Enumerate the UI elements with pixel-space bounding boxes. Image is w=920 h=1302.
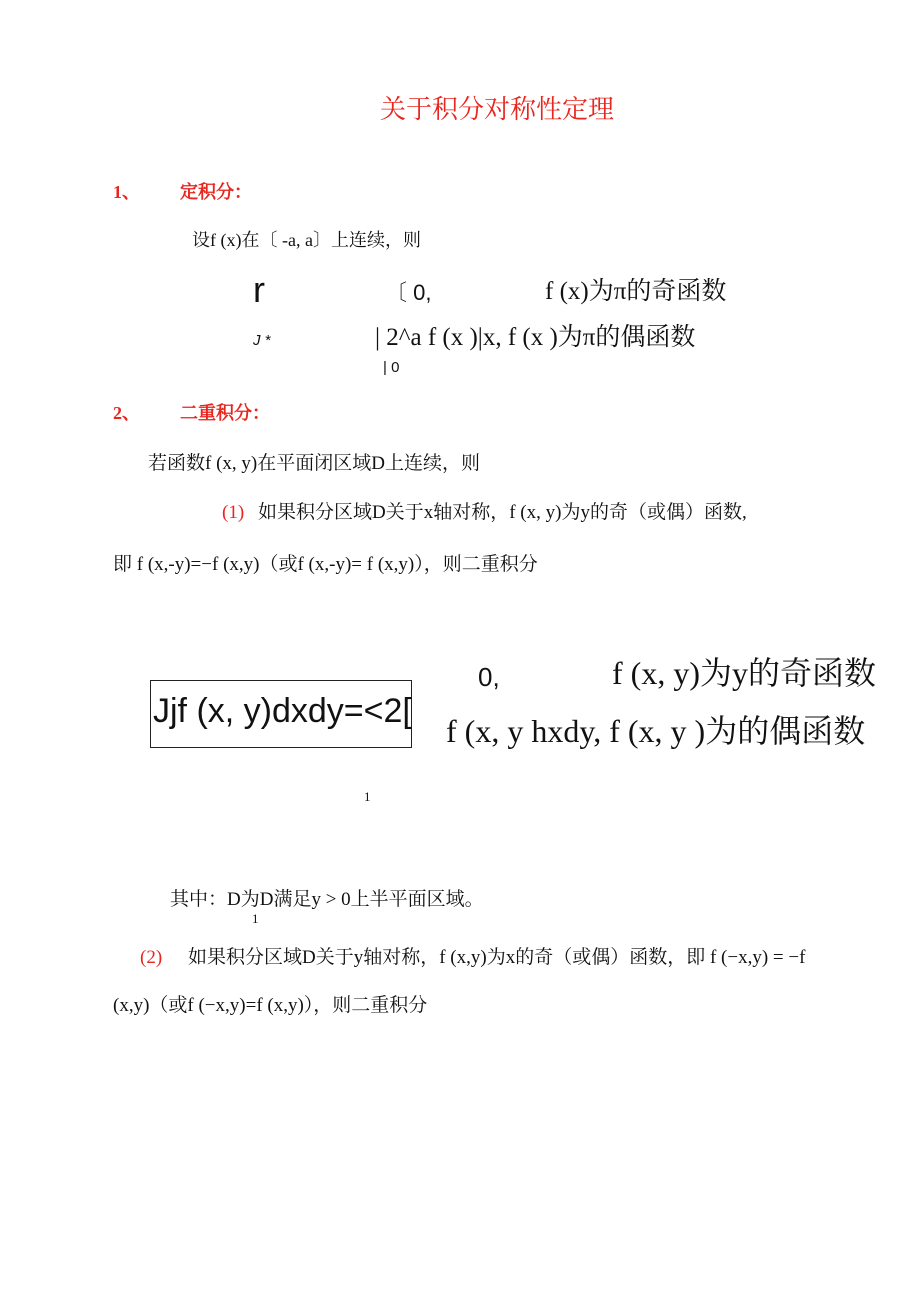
note-subscript: 1 [252, 911, 259, 926]
s2-lhs: Jjf (x, y)dxdy=<2[ [153, 692, 412, 730]
s1-case2: | 2^a f (x )|x, f (x )为π的偶函数 [375, 324, 696, 351]
section2-heading: 二重积分： [180, 403, 270, 423]
s1-case1-left: 〔 0, [385, 280, 432, 305]
note-text: 其中：D为D满足y > 0上半平面区域。 [170, 889, 484, 910]
item1-cont: 即 f (x,-y)=−f (x,y)（或f (x,-y)= f (x,y)），则二重积分 [113, 554, 538, 575]
s1-intro: 设f (x)在〔 -a, a〕上连续，则 [192, 230, 421, 250]
item1-number: (1) [222, 502, 245, 523]
page-title: 关于积分对称性定理 [380, 95, 615, 124]
section2-number: 2、 [113, 403, 140, 423]
s1-case1-right: f (x)为π的奇函数 [545, 278, 727, 305]
item2-number: (2) [140, 947, 163, 968]
integral-glyph: r [253, 269, 265, 310]
section1-number: 1、 [113, 182, 140, 202]
s1-lower-limit: | 0 [383, 359, 400, 376]
item1-text: 如果积分区域D关于x轴对称，f (x, y)为y的奇（或偶）函数, [258, 502, 747, 523]
section1-heading: 定积分： [180, 182, 252, 202]
s2-case2: f (x, y hxdy, f (x, y )为的偶函数 [446, 713, 866, 749]
s2-subscript: 1 [364, 789, 371, 804]
integral-lower: J * [253, 332, 271, 349]
item2-cont: (x,y)（或f (−x,y)=f (x,y)），则二重积分 [113, 995, 428, 1016]
s2-case1-right: f (x, y)为y的奇函数 [612, 655, 876, 691]
s2-intro: 若函数f (x, y)在平面闭区域D上连续，则 [148, 453, 480, 474]
s2-case1-left: 0, [478, 662, 500, 692]
item2-text: 如果积分区域D关于y轴对称，f (x,y)为x的奇（或偶）函数，即 f (−x,y) = −f [188, 947, 806, 968]
